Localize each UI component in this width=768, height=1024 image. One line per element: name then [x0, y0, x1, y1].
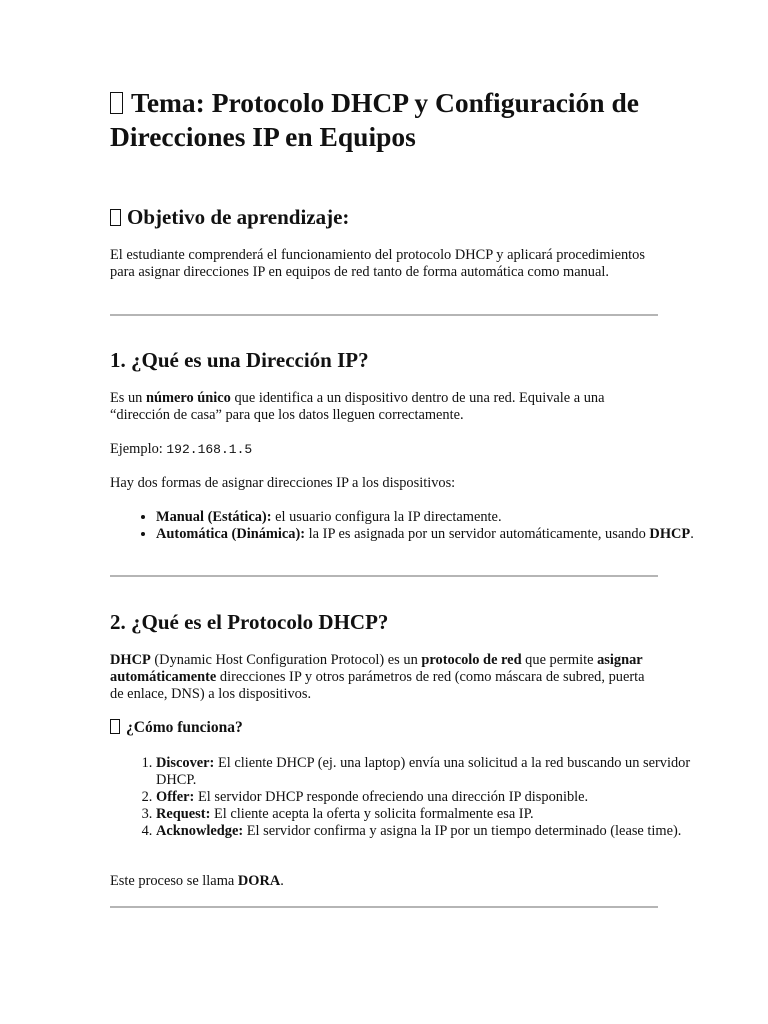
how-it-works-heading: ¿Cómo funciona?	[110, 718, 243, 738]
assignment-intro: Hay dos formas de asignar direcciones IP a los dispositivos:	[110, 475, 456, 491]
missing-glyph-icon	[110, 209, 121, 226]
list-item: 2. Offer: El servidor DHCP responde ofreciendo una dirección IP disponible.	[156, 789, 704, 806]
dhcp-definition: DHCP (Dynamic Host Configuration Protocol) es un protocolo de red que permite asignar automáticamente direcciones IP y otros parámetros de red (como máscara de subred, puerta de enlace, DNS) a los dispositivos.	[110, 652, 645, 702]
ip-example: Ejemplo: 192.168.1.5	[110, 441, 253, 457]
dora-closing: Este proceso se llama DORA.	[110, 873, 284, 889]
list-item: 4. Acknowledge: El servidor confirma y asigna la IP por un tiempo determinado (lease time).	[156, 823, 704, 840]
dora-steps-list	[110, 755, 704, 840]
objective-text: El estudiante comprenderá el funcionamiento del protocolo DHCP y aplicará procedimientos para asignar direcciones IP en equipos de red tanto de forma automática como manual.	[110, 247, 645, 280]
missing-glyph-icon	[110, 719, 120, 734]
divider	[110, 575, 658, 577]
objective-heading: Objetivo de aprendizaje:	[110, 203, 349, 231]
assignment-list	[110, 509, 704, 543]
section-1-heading: 1. ¿Qué es una Dirección IP?	[110, 348, 369, 372]
section-2-heading: 2. ¿Qué es el Protocolo DHCP?	[110, 610, 389, 634]
divider	[110, 906, 658, 908]
divider	[110, 314, 658, 316]
list-item: 1. Discover: El cliente DHCP (ej. una laptop) envía una solicitud a la red buscando un servidor DHCP.	[156, 755, 704, 789]
list-item: • Automática (Dinámica): la IP es asignada por un servidor automáticamente, usando DHCP.	[156, 526, 704, 543]
ip-definition: Es un número único que identifica a un dispositivo dentro de una red. Equivale a una “dirección de casa” para que los datos lleguen correctamente.	[110, 390, 605, 423]
missing-glyph-icon	[110, 92, 123, 114]
list-item: • Manual (Estática): el usuario configura la IP directamente.	[156, 509, 704, 526]
page-title: Tema: Protocolo DHCP y Configuración de Direcciones IP en Equipos	[110, 87, 639, 152]
list-item: 3. Request: El cliente acepta la oferta y solicita formalmente esa IP.	[156, 806, 704, 823]
